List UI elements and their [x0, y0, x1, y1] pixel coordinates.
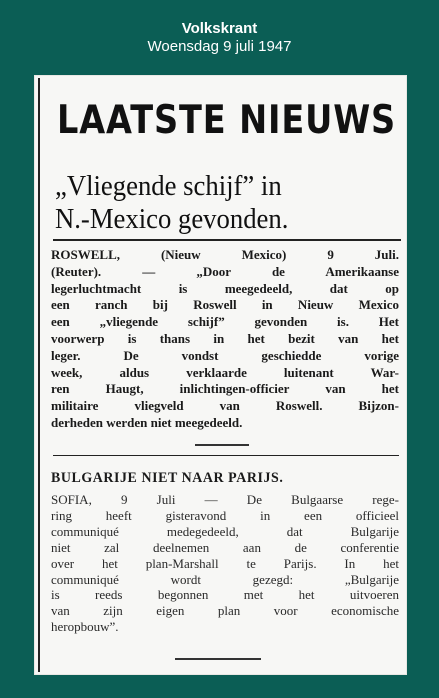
- headline-bulgarije: BULGARIJE NIET NAAR PARIJS.: [51, 470, 284, 486]
- article-line: (Reuter). — „Door de Amerikaanse: [51, 263, 399, 279]
- article-line: heropbouw”.: [51, 619, 119, 635]
- article-line: ren Haugt, inlichtingen-officier van het: [51, 381, 399, 397]
- column-rule-left: [38, 78, 40, 672]
- headline-laatste-nieuws: LAATSTE NIEUWS: [57, 98, 397, 143]
- section-rule: [53, 455, 399, 456]
- publication-date: Woensdag 9 juli 1947: [147, 38, 292, 55]
- subheadline-line: N.-Mexico gevonden.: [55, 203, 289, 235]
- article-end-rule: [175, 658, 261, 660]
- article-line: communiqué medegedeeld, dat Bulgarije: [51, 523, 399, 539]
- page-header: [0, 20, 439, 56]
- article-line: is reeds begonnen met het uitvoeren: [51, 587, 399, 603]
- article-line: legerluchtmacht is meegedeeld, dat op: [51, 280, 399, 296]
- article-line: ROSWELL, (Nieuw Mexico) 9 Juli.: [51, 247, 399, 262]
- newspaper-clipping: [35, 76, 406, 674]
- article-line: voorwerp is thans in het bezit van het: [51, 330, 399, 346]
- article-line: derheden werden niet meegedeeld.: [51, 414, 243, 430]
- article-roswell: [51, 247, 399, 432]
- article-line: een ranch bij Roswell in Nieuw Mexico: [51, 297, 399, 313]
- article-line: week, aldus verklaarde luitenant War-: [51, 364, 399, 380]
- article-line: communiqué wordt gezegd: „Bulgarije: [51, 571, 399, 587]
- article-line: leger. De vondst geschiedde vorige: [51, 347, 399, 363]
- article-line: over het plan-Marshall te Parijs. In het: [51, 555, 399, 571]
- article-line: militaire vliegveld van Roswell. Bijzon-: [51, 398, 399, 414]
- article-line: ring heeft gisteravond in een officieel: [51, 507, 399, 523]
- article-line: van zijn eigen plan voor economische: [51, 603, 399, 619]
- subheadline-line: „Vliegende schijf” in: [55, 170, 282, 202]
- newspaper-name: Volkskrant: [181, 20, 258, 37]
- article-separator: [195, 444, 249, 446]
- article-line: een „vliegende schijf” gevonden is. Het: [51, 314, 399, 330]
- article-line: SOFIA, 9 Juli — De Bulgaarse rege-: [51, 492, 399, 507]
- headline-rule: [53, 239, 401, 241]
- article-sofia: [51, 492, 399, 635]
- article-line: niet zal deelnemen aan de conferentie: [51, 539, 399, 555]
